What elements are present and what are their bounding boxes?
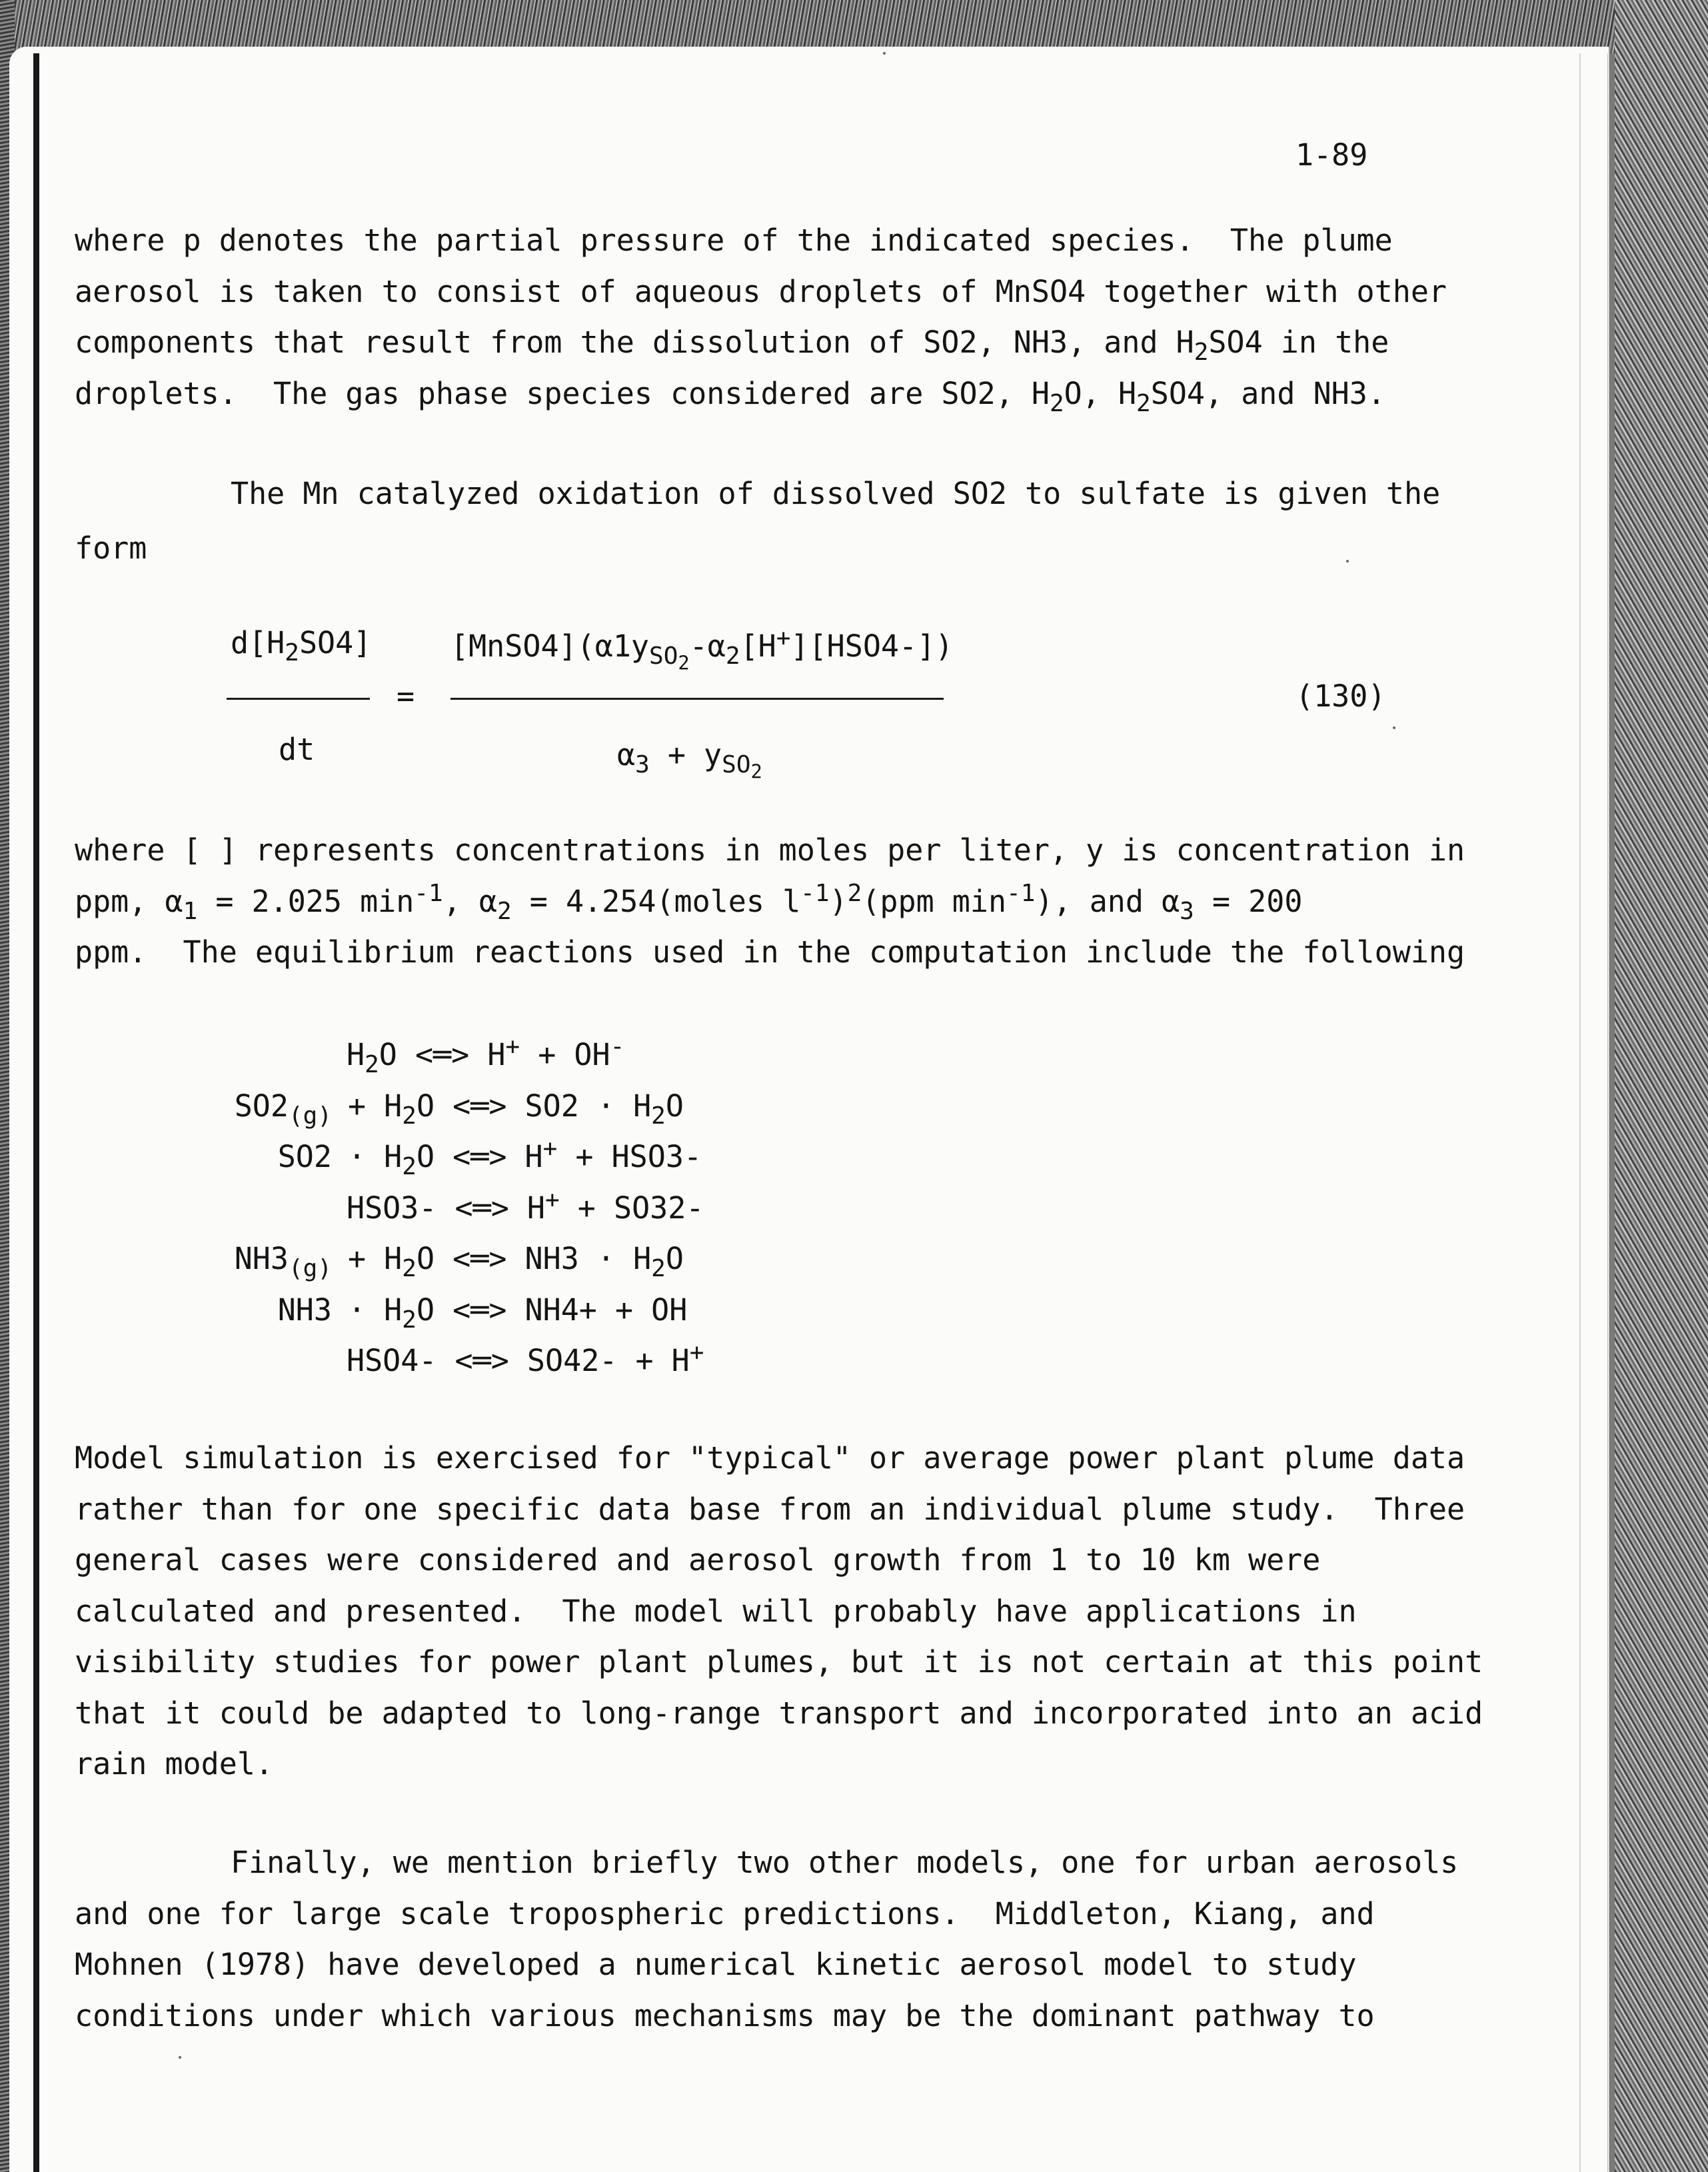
text-line: Finally, we mention briefly two other models, one for urban aerosols — [231, 1845, 1459, 1880]
reaction-equation: $H_2O$ <═> H+ + OH- — [347, 1032, 625, 1078]
text-line: calculated and presented. The model will probably have applications in — [75, 1593, 1357, 1629]
reaction-left-species — [0, 1336, 332, 1386]
eq-number: (130) — [1295, 678, 1386, 714]
page-number: 1-89 — [1295, 137, 1368, 173]
eq-lhs-denominator: dt — [279, 732, 315, 767]
paragraph-1 — [75, 215, 1447, 419]
text-line: and one for large scale tropospheric predictions. Middleton, Kiang, and — [75, 1895, 1375, 1931]
reaction-left-species: NH3 — [277, 1292, 332, 1328]
scan-speck — [179, 2056, 181, 2059]
text-line: rather than for one specific data base from an individual plume study. Three — [75, 1491, 1465, 1527]
text-line: Mohnen (1978) have developed a numerical kinetic aerosol model to study — [75, 1947, 1357, 1982]
scan-speck — [1346, 560, 1349, 562]
scan-border-top — [0, 0, 1708, 53]
reaction-equation: · $H_2O$ <═> NH4+ + OH — [348, 1292, 688, 1334]
scan-speck — [883, 52, 886, 55]
text-line: visibility studies for power plant plumes, but it is not certain at this point — [75, 1644, 1483, 1679]
text-line: where p denotes the partial pressure of the indicated species. The plume — [75, 223, 1393, 258]
reaction-left-species: $NH3_{(g)}$ — [234, 1241, 332, 1282]
text-line: ppm. The equilibrium reactions used in the computation include the following — [75, 934, 1465, 970]
text-line: components that result from the dissolution of SO2, NH3, and $H_2SO4$ in the — [75, 325, 1389, 366]
eq-equals-sign: = — [397, 678, 415, 714]
paragraph-2-line-2: form — [75, 531, 147, 566]
scan-border-right — [1615, 0, 1708, 2172]
page-fold-lines — [1579, 53, 1609, 2172]
paragraph-3 — [75, 825, 1465, 978]
text-line: Model simulation is exercised for "typical" or average power plant plume data — [75, 1440, 1465, 1476]
paragraph-5 — [75, 1837, 1458, 2041]
reaction-equation: HSO3- <═> H+ + SO32- — [347, 1186, 704, 1226]
eq-rhs-denominator: $\alpha_3 + y_{SO_2}$ — [617, 737, 762, 783]
text-line: ppm, $\alpha_1 = 2.025$ $\min^{-1}$, $\alpha_2$ = 4.254(moles $l^{-1})^2(ppm$ $\min^{-1}$), and $\alpha_3 = 200$ — [75, 879, 1303, 925]
text-line: aerosol is taken to consist of aqueous droplets of MnSO4 together with other — [75, 273, 1447, 309]
reaction-equation: HSO4- <═> SO42- + H+ — [347, 1338, 704, 1378]
reaction-equation: + $H_2O$ <═> $NH3 \cdot H_2O$ — [348, 1241, 684, 1282]
reaction-left-species — [0, 1030, 332, 1080]
text-line: conditions under which various mechanisms may be the dominant pathway to — [75, 1997, 1375, 2033]
scan-speck — [1393, 726, 1395, 729]
eq-lhs-numerator: $d[H_2SO4]$ — [231, 625, 372, 666]
eq-lhs-fraction-bar — [227, 698, 370, 700]
reaction-equation: · $H_2O$ <═> H+ + HSO3- — [348, 1134, 702, 1180]
reaction-left-species: $SO2_{(g)}$ — [234, 1088, 332, 1130]
reaction-left-species — [0, 1183, 332, 1234]
text-line: that it could be adapted to long-range transport and incorporated into an acid — [75, 1695, 1483, 1731]
text-line: general cases were considered and aerosol growth from 1 to 10 km were — [75, 1542, 1321, 1578]
paragraph-4 — [75, 1433, 1483, 1790]
eq-rhs-numerator: $[MnSO4](\alpha 1y_{SO_2}-\alpha_2[H^+][HSO4-])$ — [450, 624, 954, 674]
text-line: rain model. — [75, 1746, 274, 1781]
reaction-equation: + $H_2O$ <═> $SO2 \cdot H_2O$ — [348, 1088, 684, 1130]
reaction-left-species: SO2 — [277, 1139, 332, 1174]
paragraph-2-line-1: The Mn catalyzed oxidation of dissolved SO2 to sulfate is given the — [231, 476, 1441, 511]
eq-rhs-fraction-bar — [450, 698, 944, 700]
text-line: where [ ] represents concentrations in moles per liter, y is concentration in — [75, 832, 1465, 868]
text-line: droplets. The gas phase species considered are SO2, $H_2O$, $H_2SO4$, and NH3. — [75, 375, 1385, 417]
